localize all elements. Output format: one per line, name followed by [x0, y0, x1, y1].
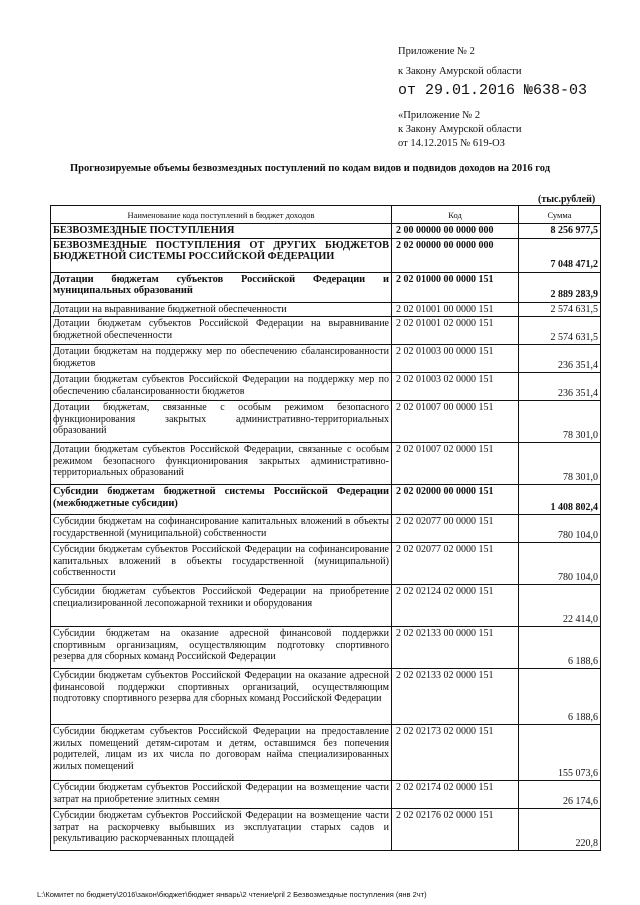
- row-code: 2 02 02133 00 0000 151: [392, 627, 519, 669]
- row-name: Субсидии бюджетам субъектов Российской Федерации на предоставление жилых помещений детям-сиротам и детям, оставшимся без попечения родителей, лицам из их числа по договорам найма специализированных жилых помещений: [51, 725, 392, 781]
- row-code: 2 02 02174 02 0000 151: [392, 781, 519, 809]
- table-row: [51, 585, 601, 627]
- row-code: 2 02 02000 00 0000 151: [392, 485, 519, 515]
- row-name: Дотации бюджетам субъектов Российской Федерации на выравнивание бюджетной обеспеченности: [51, 317, 392, 345]
- document-title: Прогнозируемые объемы безвозмездных поступлений по кодам видов и подвидов доходов на 2016 год: [70, 163, 551, 174]
- row-sum: 7 048 471,2: [519, 238, 601, 272]
- table-row: [51, 443, 601, 485]
- table-row: [51, 224, 601, 239]
- row-code: 2 02 01007 00 0000 151: [392, 401, 519, 443]
- table-row: [51, 345, 601, 373]
- date-number-stamp: от 29.01.2016 №638-03: [398, 82, 588, 99]
- row-code: 2 02 02173 02 0000 151: [392, 725, 519, 781]
- table-row: [51, 781, 601, 809]
- row-name: БЕЗВОЗМЕЗДНЫЕ ПОСТУПЛЕНИЯ ОТ ДРУГИХ БЮДЖЕТОВ БЮДЖЕТНОЙ СИСТЕМЫ РОССИЙСКОЙ ФЕДЕРАЦИИ: [51, 238, 392, 272]
- row-code: 2 02 01001 02 0000 151: [392, 317, 519, 345]
- table-row: [51, 725, 601, 781]
- table-row: [51, 809, 601, 851]
- table-row: [51, 401, 601, 443]
- row-code: 2 02 01003 00 0000 151: [392, 345, 519, 373]
- table-row: [51, 272, 601, 302]
- row-sum: 780 104,0: [519, 515, 601, 543]
- table-row: [51, 669, 601, 725]
- row-code: 2 02 02077 00 0000 151: [392, 515, 519, 543]
- table-row: [51, 373, 601, 401]
- row-name: Субсидии бюджетам субъектов Российской Федерации на софинансирование капитальных вложений в объекты государственной (муниципальной) собственности: [51, 543, 392, 585]
- row-sum: 2 574 631,5: [519, 302, 601, 317]
- row-name: Дотации на выравнивание бюджетной обеспеченности: [51, 302, 392, 317]
- revenue-table: [50, 205, 601, 851]
- law-reference: к Закону Амурской области: [398, 66, 522, 77]
- row-code: 2 00 00000 00 0000 000: [392, 224, 519, 239]
- row-code: 2 02 01003 02 0000 151: [392, 373, 519, 401]
- column-header-name: Наименование кода поступлений в бюджет доходов: [51, 206, 392, 224]
- row-sum: 780 104,0: [519, 543, 601, 585]
- row-name: Субсидии бюджетам субъектов Российской Федерации на оказание адресной финансовой поддержки спортивных организаций, осуществляющим подготовку спортивного резерва для сборных команд Российской Федерации: [51, 669, 392, 725]
- row-code: 2 02 02077 02 0000 151: [392, 543, 519, 585]
- row-sum: 236 351,4: [519, 373, 601, 401]
- table-row: [51, 515, 601, 543]
- row-name: Дотации бюджетам субъектов Российской Федерации и муниципальных образований: [51, 272, 392, 302]
- row-name: Дотации бюджетам субъектов Российской Федерации на поддержку мер по обеспечению сбалансированности бюджетов: [51, 373, 392, 401]
- row-name: Субсидии бюджетам субъектов Российской Федерации на возмещение части затрат на приобретение элитных семян: [51, 781, 392, 809]
- column-header-sum: Сумма: [519, 206, 601, 224]
- prev-appendix-label: «Приложение № 2: [398, 110, 481, 121]
- row-sum: 220,8: [519, 809, 601, 851]
- row-code: 2 02 02124 02 0000 151: [392, 585, 519, 627]
- row-sum: 155 073,6: [519, 725, 601, 781]
- row-code: 2 02 01000 00 0000 151: [392, 272, 519, 302]
- row-sum: 22 414,0: [519, 585, 601, 627]
- file-path-footer: L:\Комитет по бюджету\2016\закон\бюджет\бюджет январь\2 чтение\pril 2 Безвозмездные поступления (янв 2чт): [37, 890, 427, 899]
- row-name: БЕЗВОЗМЕЗДНЫЕ ПОСТУПЛЕНИЯ: [51, 224, 392, 239]
- row-name: Субсидии бюджетам на оказание адресной финансовой поддержки спортивным организациям, осуществляющим подготовку спортивного резерва для сборных команд Российской Федерации: [51, 627, 392, 669]
- units-label: (тыс.рублей): [538, 194, 596, 205]
- row-sum: 6 188,6: [519, 669, 601, 725]
- table-row: [51, 543, 601, 585]
- table-row: [51, 317, 601, 345]
- table-row: [51, 627, 601, 669]
- table-header-row: [51, 206, 601, 224]
- row-name: Субсидии бюджетам бюджетной системы Российской Федерации (межбюджетные субсидии): [51, 485, 392, 515]
- row-sum: 236 351,4: [519, 345, 601, 373]
- row-sum: 2 574 631,5: [519, 317, 601, 345]
- row-sum: 26 174,6: [519, 781, 601, 809]
- table-row: [51, 485, 601, 515]
- row-name: Субсидии бюджетам субъектов Российской Федерации на возмещение части затрат на раскорчевку выбывших из эксплуатации старых садов и рекультивацию раскорчеванных площадей: [51, 809, 392, 851]
- row-sum: 2 889 283,9: [519, 272, 601, 302]
- table-body: [51, 224, 601, 851]
- row-name: Дотации бюджетам на поддержку мер по обеспечению сбалансированности бюджетов: [51, 345, 392, 373]
- row-code: 2 02 01007 02 0000 151: [392, 443, 519, 485]
- row-code: 2 02 02176 02 0000 151: [392, 809, 519, 851]
- table-row: [51, 238, 601, 272]
- column-header-code: Код: [392, 206, 519, 224]
- row-name: Дотации бюджетам субъектов Российской Федерации, связанные с особым режимом безопасного функционирования закрытых административно-территориальных образований: [51, 443, 392, 485]
- row-code: 2 02 02133 02 0000 151: [392, 669, 519, 725]
- row-name: Субсидии бюджетам на софинансирование капитальных вложений в объекты государственной (муниципальной) собственности: [51, 515, 392, 543]
- row-sum: 1 408 802,4: [519, 485, 601, 515]
- prev-law-date: от 14.12.2015 № 619-ОЗ: [398, 138, 505, 149]
- row-code: 2 02 01001 00 0000 151: [392, 302, 519, 317]
- row-name: Дотации бюджетам, связанные с особым режимом безопасного функционирования закрытых административно-территориальных образований: [51, 401, 392, 443]
- appendix-label: Приложение № 2: [398, 46, 475, 57]
- row-sum: 6 188,6: [519, 627, 601, 669]
- table-row: [51, 302, 601, 317]
- row-sum: 78 301,0: [519, 443, 601, 485]
- row-name: Субсидии бюджетам субъектов Российской Федерации на приобретение специализированной лесопожарной техники и оборудования: [51, 585, 392, 627]
- row-sum: 8 256 977,5: [519, 224, 601, 239]
- row-code: 2 02 00000 00 0000 000: [392, 238, 519, 272]
- prev-law-reference: к Закону Амурской области: [398, 124, 522, 135]
- row-sum: 78 301,0: [519, 401, 601, 443]
